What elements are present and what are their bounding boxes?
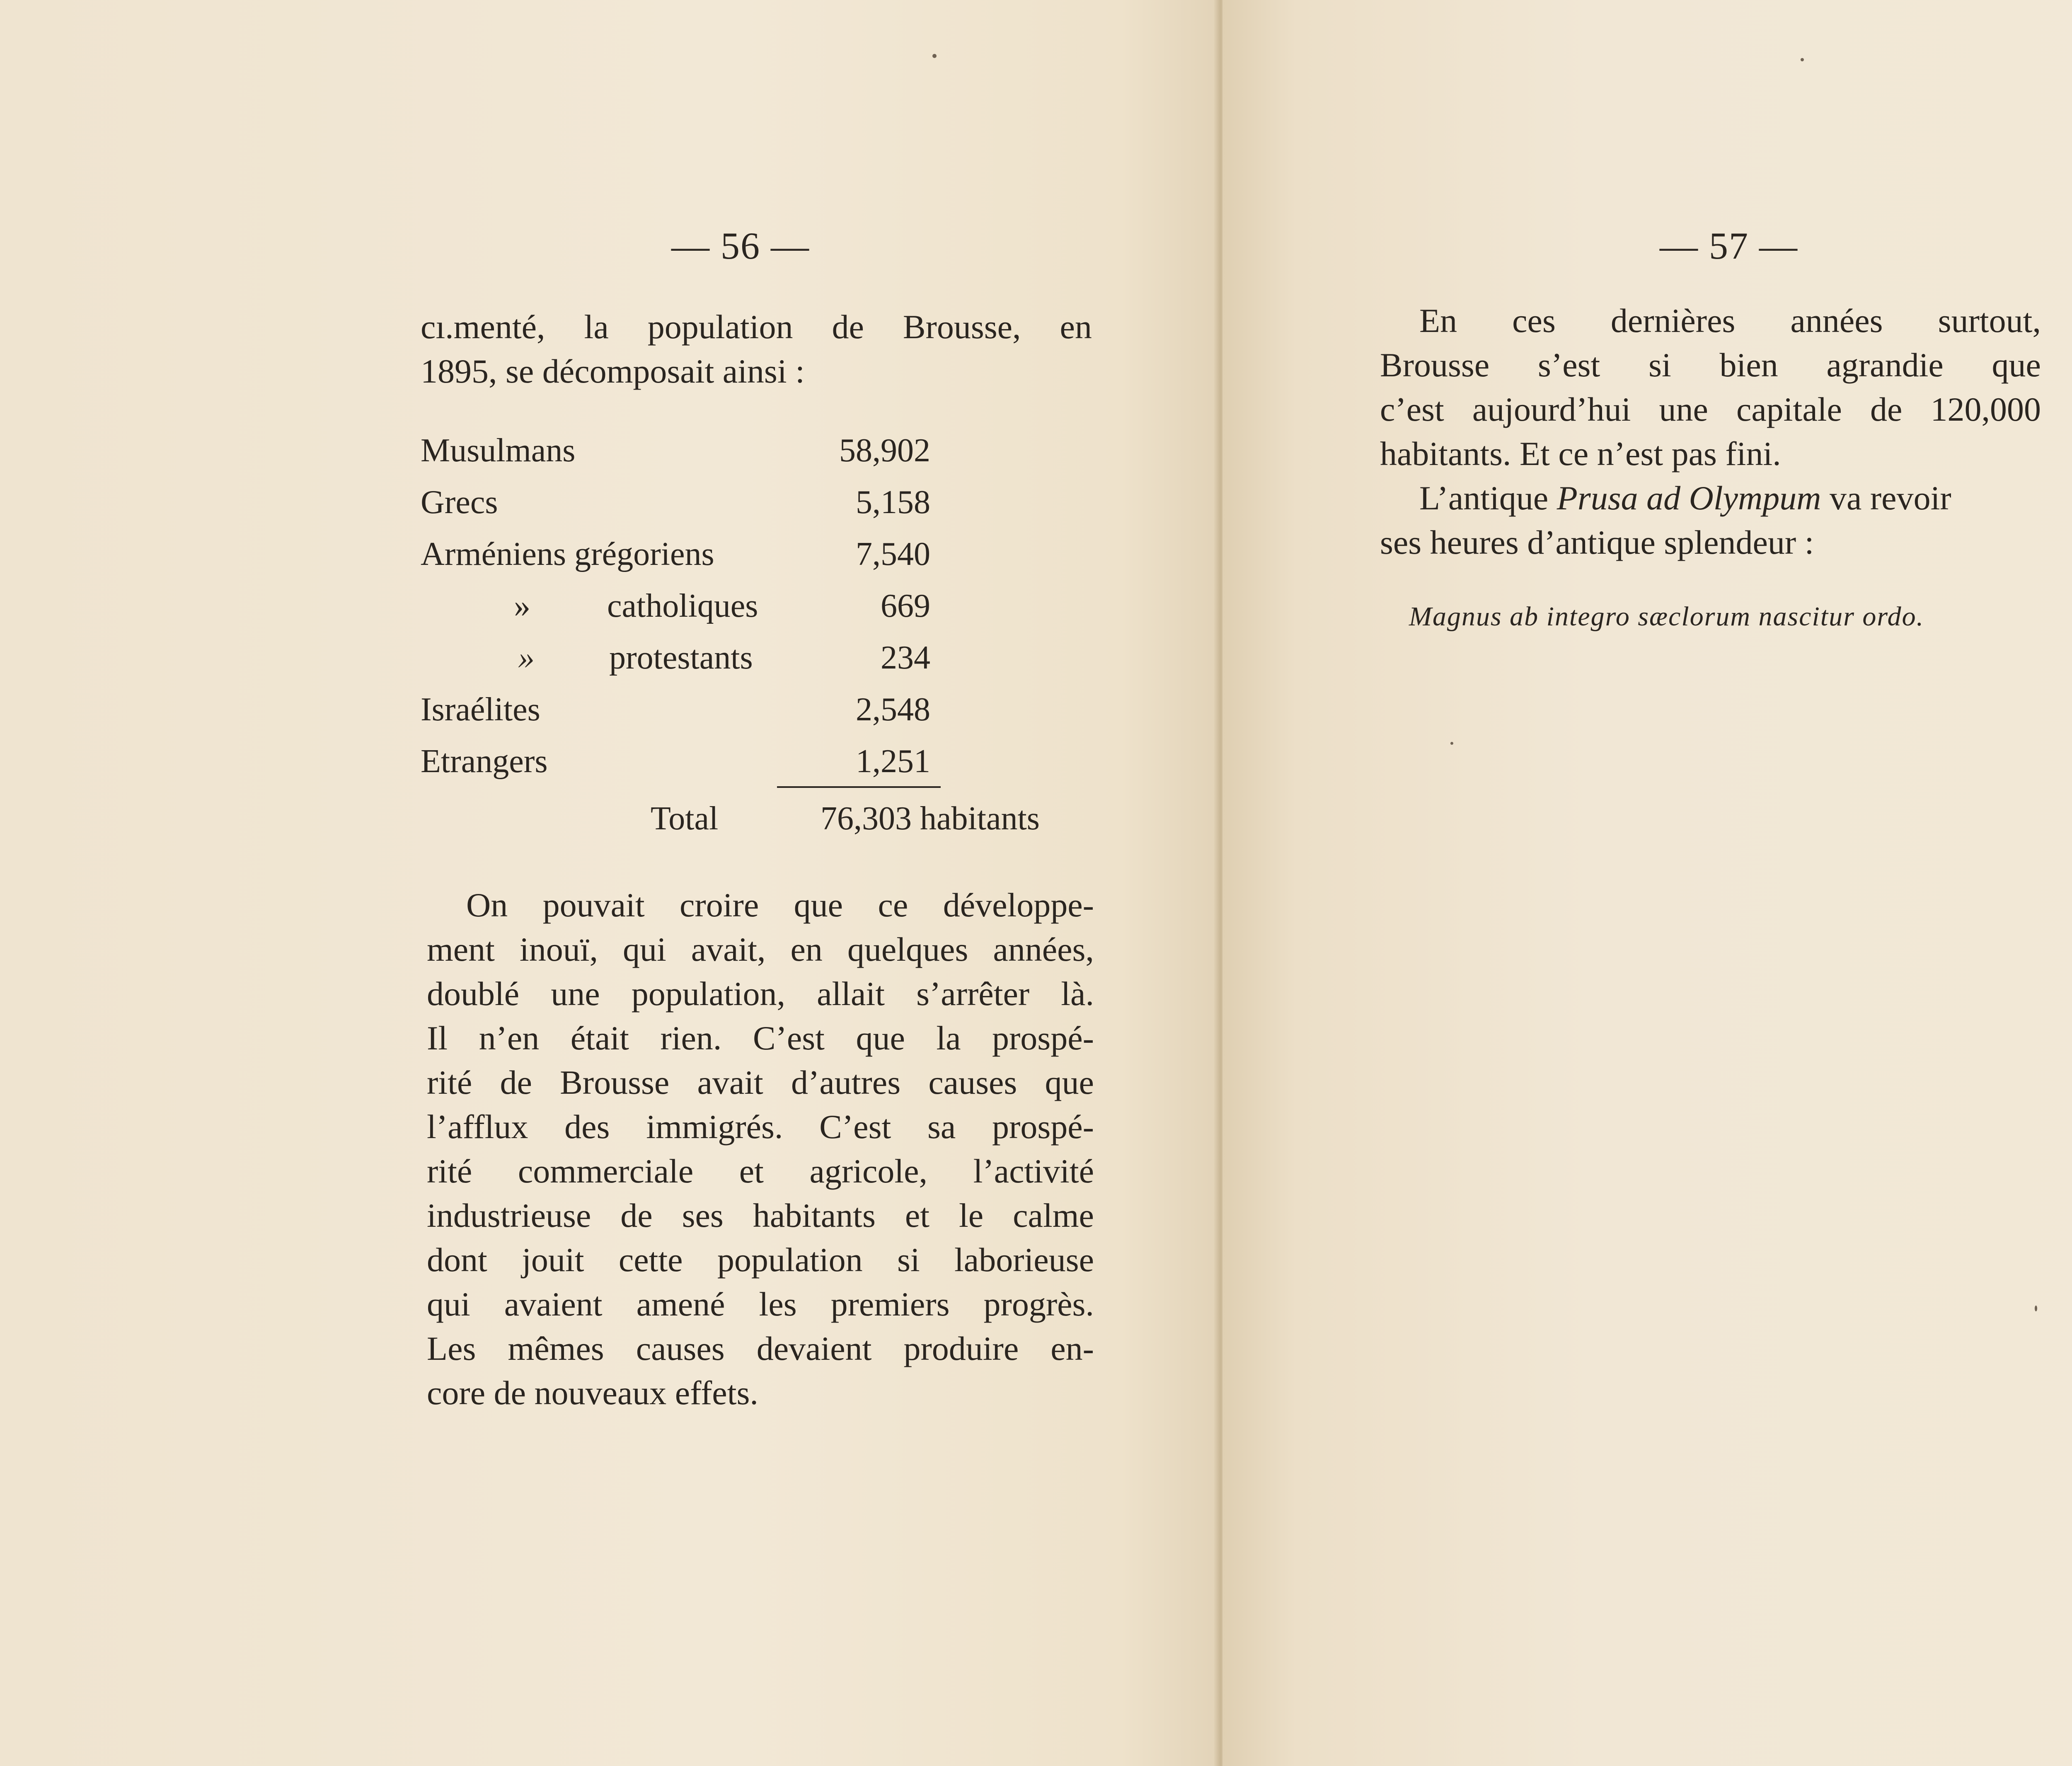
word: qui (622, 930, 666, 968)
table-row (421, 425, 1117, 477)
body-line: ses heures d’antique splendeur : (1380, 523, 1814, 561)
table-row (421, 684, 1117, 736)
word: avaient (504, 1285, 603, 1323)
word: bien (1719, 346, 1778, 384)
word: une (551, 975, 600, 1013)
body-line (427, 1282, 1094, 1326)
total-value: 76,303 habitants (821, 800, 1040, 837)
word: que (856, 1019, 905, 1057)
word: d’autres (791, 1063, 901, 1101)
word: que (1992, 346, 2041, 384)
word: de (832, 308, 864, 346)
word: aujourd’hui (1472, 390, 1631, 428)
page-number-57: — 57 — (1660, 225, 1798, 267)
word: ment (427, 930, 495, 968)
word: Brousse, (903, 308, 1021, 346)
line-text: L’antique (1419, 479, 1557, 517)
word: et (739, 1152, 764, 1190)
word: immigrés. (646, 1108, 783, 1146)
word: C’est (753, 1019, 825, 1057)
word: inouï, (519, 930, 598, 968)
total-label: Total (651, 800, 719, 837)
word: qui (427, 1285, 470, 1323)
word: agrandie (1826, 346, 1944, 384)
word: que (794, 886, 843, 924)
row-label: protestants (609, 640, 753, 676)
word: Brousse (560, 1063, 670, 1101)
word: population (717, 1241, 863, 1279)
word: surtout, (1938, 302, 2041, 339)
word: premiers (830, 1285, 950, 1323)
row-value: 1,251 (856, 743, 930, 780)
intro-paragraph (421, 305, 1092, 393)
body-line (427, 1238, 1094, 1282)
word: s’est (1537, 346, 1600, 384)
word: doublé (427, 975, 520, 1013)
word: si (897, 1241, 920, 1279)
ditto-mark: » (514, 588, 530, 624)
word: produire (903, 1330, 1019, 1367)
word: le (959, 1197, 984, 1234)
word: dernières (1610, 302, 1736, 339)
word: amené (636, 1285, 725, 1323)
word: industrieuse (427, 1197, 591, 1234)
word: l’afflux (427, 1108, 528, 1146)
word: une (1659, 390, 1708, 428)
word: n’en (479, 1019, 540, 1057)
word: sa (927, 1108, 956, 1146)
word: là. (1061, 975, 1094, 1013)
row-value: 58,902 (839, 432, 930, 469)
word: causes (928, 1063, 1017, 1101)
word: en (790, 930, 823, 968)
word: On (466, 886, 508, 924)
word: si (1648, 346, 1671, 384)
body-line (427, 1016, 1094, 1060)
word: rité (427, 1063, 472, 1101)
word: de (620, 1197, 653, 1234)
word: 120,000 (1930, 390, 2041, 428)
word: était (570, 1019, 629, 1057)
word: avait, (691, 930, 766, 968)
word: que (1045, 1063, 1094, 1101)
word: pouvait (542, 886, 645, 924)
word: habitants (753, 1197, 876, 1234)
word: c’est (1380, 390, 1444, 428)
speck (1450, 742, 1453, 745)
body-line (1380, 298, 2041, 343)
body-line (1380, 343, 2041, 387)
ditto-mark: » (518, 640, 535, 676)
row-value: 7,540 (856, 536, 930, 572)
body-line (427, 1060, 1094, 1105)
word: ces (1512, 302, 1556, 339)
total-row (421, 793, 1117, 845)
speck (932, 54, 937, 58)
word: ce (878, 886, 908, 924)
word: ses (682, 1197, 724, 1234)
body-line (1380, 476, 2041, 520)
speck (1801, 58, 1804, 61)
word: années, (993, 930, 1094, 968)
body-line (427, 971, 1094, 1016)
word: années (1790, 302, 1883, 339)
intro-line-1 (421, 305, 1092, 349)
row-label: catholiques (607, 588, 758, 624)
table-row (421, 736, 1117, 787)
table-row (421, 528, 1117, 580)
page-number-56: — 56 — (671, 225, 810, 267)
word: des (564, 1108, 610, 1146)
word: de (500, 1063, 532, 1101)
word: de (1870, 390, 1903, 428)
body-line (427, 927, 1094, 971)
row-label: Etrangers (421, 743, 548, 780)
table-row (421, 580, 1117, 632)
body-line: core de nouveaux effets. (427, 1374, 758, 1412)
body-line (427, 1105, 1094, 1149)
word: en- (1051, 1330, 1094, 1367)
word: Les (427, 1330, 476, 1367)
word: développe- (943, 886, 1094, 924)
word: C’est (819, 1108, 891, 1146)
word: population (647, 308, 793, 346)
word: jouit (522, 1241, 584, 1279)
body-line (427, 883, 1094, 927)
word: capitale (1736, 390, 1842, 428)
row-label: Grecs (421, 484, 498, 521)
word: cette (618, 1241, 683, 1279)
word: Brousse (1380, 346, 1490, 384)
word: population, (631, 975, 785, 1013)
left-body-paragraph (427, 883, 1094, 1415)
word: devaient (756, 1330, 872, 1367)
word: quelques (847, 930, 968, 968)
word: allait (817, 975, 885, 1013)
word: s’arrêter (916, 975, 1030, 1013)
right-page (1222, 0, 2072, 1766)
word: et (905, 1197, 930, 1234)
word: laborieuse (954, 1241, 1094, 1279)
body-line (427, 1326, 1094, 1371)
word: calme (1013, 1197, 1094, 1234)
row-label: Musulmans (421, 432, 576, 469)
word: la (584, 308, 609, 346)
word: les (759, 1285, 797, 1323)
word: commerciale (518, 1152, 694, 1190)
body-line (1380, 387, 2041, 431)
word: la (936, 1019, 961, 1057)
word: croire (680, 886, 759, 924)
latin-place-name: Prusa ad Olympum (1556, 479, 1821, 517)
intro-line-2: 1895, se décomposait ainsi : (421, 352, 805, 390)
right-body-paragraph (1380, 298, 2041, 564)
row-value: 5,158 (856, 484, 930, 521)
word: mêmes (508, 1330, 604, 1367)
body-line (427, 1149, 1094, 1193)
word: cı.menté, (421, 308, 545, 346)
body-line (427, 1193, 1094, 1238)
population-table (421, 425, 1117, 837)
word: causes (636, 1330, 725, 1367)
body-line: habitants. Et ce n’est pas fini. (1380, 435, 1781, 472)
total-rule (777, 786, 941, 788)
word: En (1419, 302, 1457, 339)
word: prospé- (992, 1019, 1094, 1057)
row-value: 2,548 (856, 691, 930, 728)
word: progrès. (983, 1285, 1094, 1323)
latin-epigraph: Magnus ab integro sæclorum nascitur ordo. (1409, 601, 1924, 632)
word: Il (427, 1019, 448, 1057)
word: rité (427, 1152, 472, 1190)
word: avait (697, 1063, 763, 1101)
speck (2035, 1306, 2037, 1311)
row-label: Arméniens grégoriens (421, 536, 714, 572)
row-label: Israélites (421, 691, 540, 728)
word: en (1060, 308, 1092, 346)
word: agricole, (809, 1152, 928, 1190)
word: prospé- (992, 1108, 1094, 1146)
table-row (421, 477, 1117, 528)
row-value: 234 (881, 640, 930, 676)
word: l’activité (973, 1152, 1094, 1190)
word: dont (427, 1241, 487, 1279)
word: rien. (660, 1019, 722, 1057)
line-text: va revoir (1821, 479, 1951, 517)
row-value: 669 (881, 588, 930, 624)
table-row (421, 632, 1117, 684)
